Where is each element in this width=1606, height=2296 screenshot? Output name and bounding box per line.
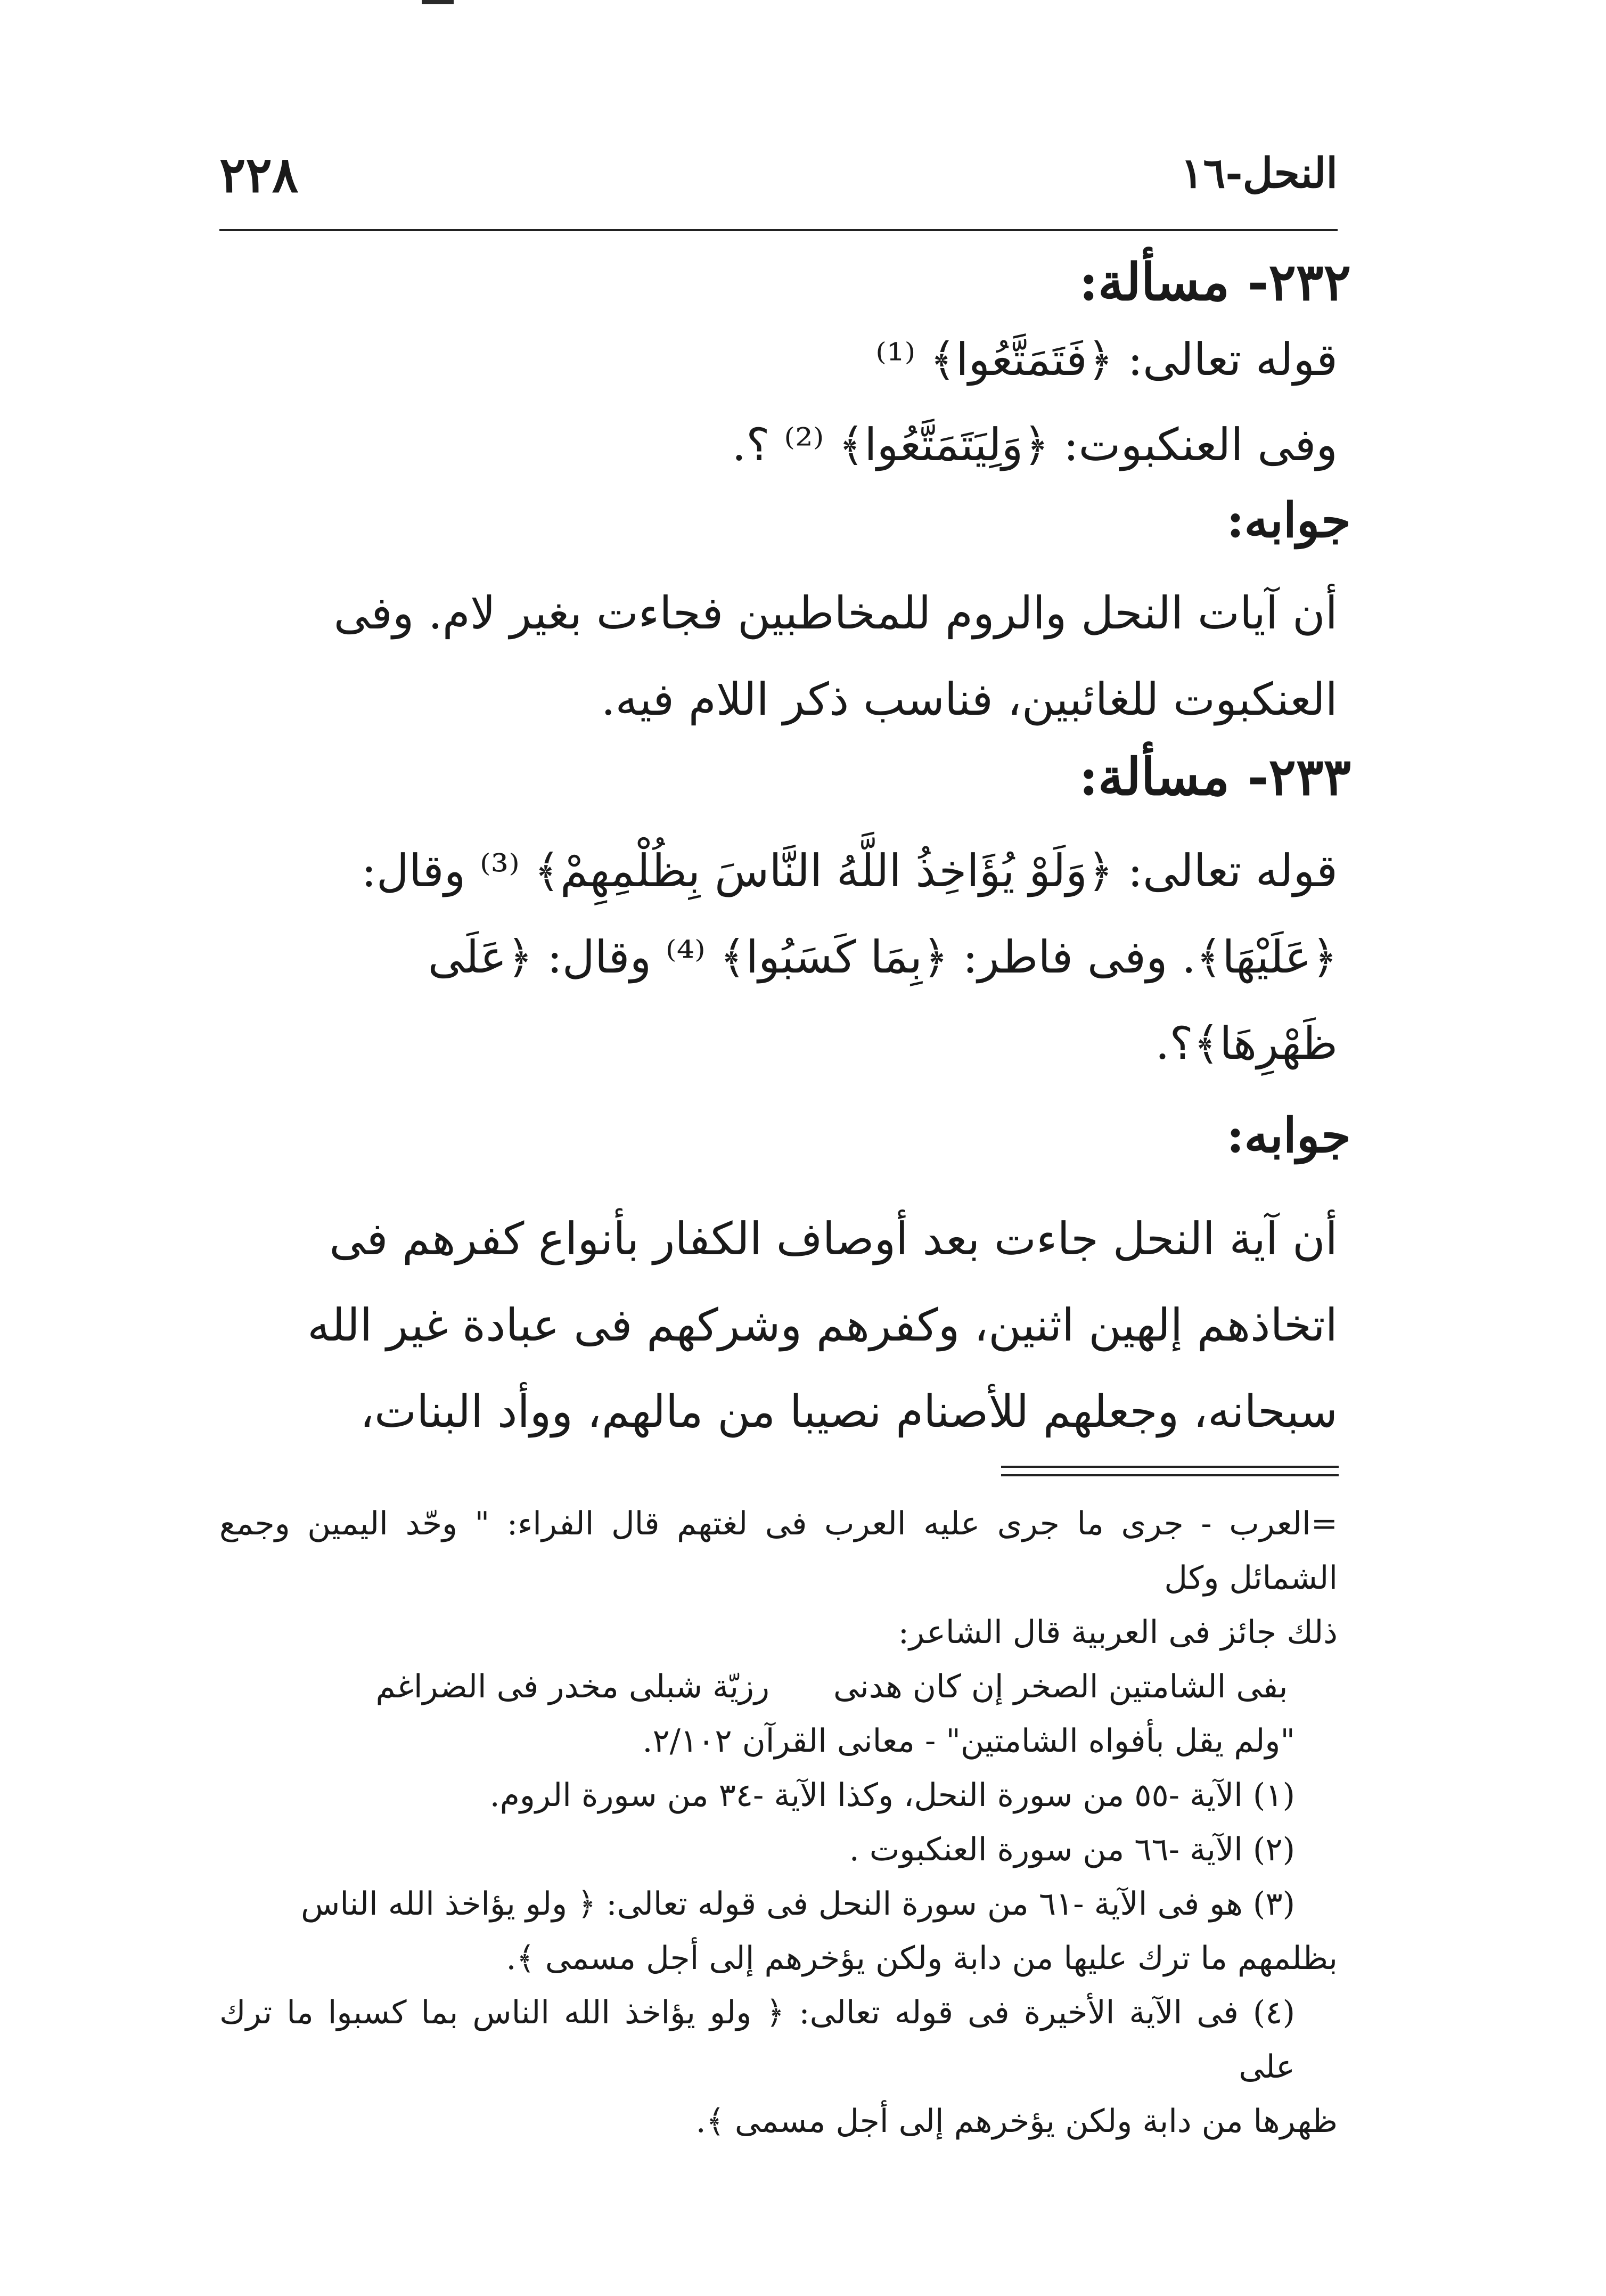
footnote-continuation: ذلك جائز فى العربية قال الشاعر: — [898, 1614, 1338, 1651]
footnote-continuation: "ولم يقل بأفواه الشامتين" - معانى القرآن ٢/١٠٢. — [642, 1722, 1295, 1760]
footnotes — [219, 1497, 1338, 2148]
answer-233-line: سبحانه، وجعلهم للأصنام نصيبا من مالهم، ووأد البنات، — [359, 1385, 1338, 1437]
footnote-3: (٣) هو فى الآية -٦١ من سورة النحل فى قوله تعالى: ﴿ ولو يؤاخذ الله الناس — [301, 1885, 1295, 1923]
footnote-continuation: =العرب - جرى ما جرى عليه العرب فى لغتهم قال الفراء: " وحّد اليمين وجمع الشمائل وكل — [219, 1505, 1338, 1597]
footnote-4-continuation: ظهرها من دابة ولكن يؤخرهم إلى أجل مسمى ﴾. — [695, 2103, 1338, 2140]
page-header — [219, 146, 1338, 208]
poem-hemistich: بفى الشامتين الصخر إن كان هدنى — [833, 1668, 1288, 1705]
answer-232-heading: جوابه: — [1226, 492, 1351, 549]
page-number: ٢٢٨ — [219, 146, 299, 203]
scan-mark — [422, 0, 454, 4]
question-232-heading: ٢٣٢- مسألة: — [1079, 252, 1351, 312]
poem-hemistich: رزيّة شبلى مخدر فى الضراغم — [375, 1668, 769, 1705]
question-233-line: ظَهْرِهَا﴾؟. — [1155, 1017, 1338, 1069]
question-232-line: قوله تعالى: ﴿فَتَمَتَّعُوا﴾ ⁽¹⁾ — [875, 333, 1338, 386]
surah-title: النحل-١٦ — [1181, 149, 1338, 198]
question-233-line: ﴿عَلَيْهَا﴾. وفى فاطر: ﴿بِمَا كَسَبُوا﴾ ⁽⁴⁾ وقال: ﴿عَلَى — [428, 931, 1338, 983]
answer-232-line: العنكبوت للغائبين، فناسب ذكر اللام فيه. — [601, 673, 1338, 725]
main-text — [219, 248, 1351, 1455]
footnote-divider — [1001, 1474, 1339, 1476]
footnote-4: (٤) فى الآية الأخيرة فى قوله تعالى: ﴿ ولو يؤاخذ الله الناس بما كسبوا ما ترك على — [219, 1994, 1295, 2086]
footnote-divider — [1001, 1466, 1339, 1468]
question-233-line: قوله تعالى: ﴿وَلَوْ يُؤَاخِذُ اللَّهُ النَّاسَ بِظُلْمِهِمْ﴾ ⁽³⁾ وقال: — [361, 845, 1338, 897]
header-divider — [219, 229, 1338, 231]
question-232-line: وفى العنكبوت: ﴿وَلِيَتَمَتَّعُوا﴾ ⁽²⁾ ؟. — [732, 419, 1338, 471]
answer-233-line: اتخاذهم إلهين اثنين، وكفرهم وشركهم فى عبادة غير الله — [307, 1299, 1338, 1351]
answer-232-line: أن آيات النحل والروم للمخاطبين فجاءت بغير لام. وفى — [333, 587, 1338, 639]
footnote-2: (٢) الآية -٦٦ من سورة العنكبوت . — [849, 1831, 1295, 1868]
footnote-3-continuation: بظلمهم ما ترك عليها من دابة ولكن يؤخرهم إلى أجل مسمى ﴾. — [506, 1940, 1338, 1977]
answer-233-line: أن آية النحل جاءت بعد أوصاف الكفار بأنواع كفرهم فى — [329, 1213, 1338, 1265]
answer-233-heading: جوابه: — [1226, 1107, 1351, 1164]
question-233-heading: ٢٣٣- مسألة: — [1079, 747, 1351, 807]
footnote-1: (١) الآية -٥٥ من سورة النحل، وكذا الآية -٣٤ من سورة الروم. — [489, 1777, 1295, 1814]
poem-verse — [219, 1660, 1338, 1714]
